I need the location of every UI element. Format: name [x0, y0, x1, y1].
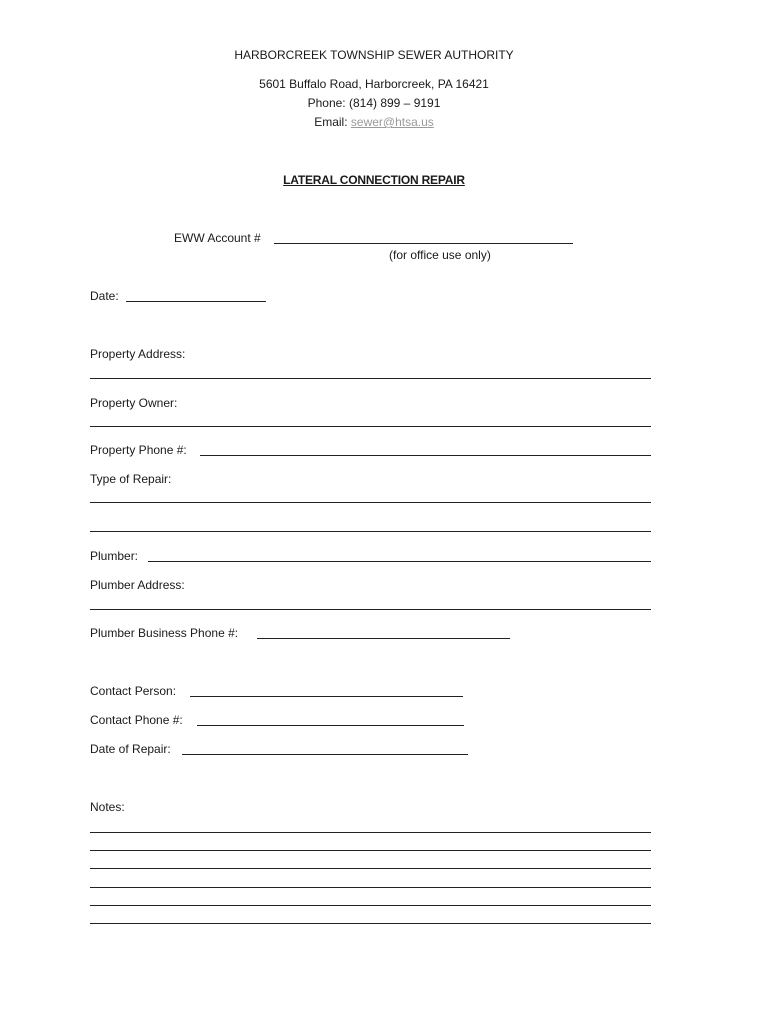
contact-phone-line[interactable]: [197, 725, 464, 726]
plumber-line[interactable]: [148, 561, 651, 562]
type-of-repair-line-2[interactable]: [90, 531, 651, 532]
office-use-note: (for office use only): [389, 248, 491, 262]
email-link[interactable]: sewer@htsa.us: [350, 115, 434, 129]
org-address: 5601 Buffalo Road, Harborcreek, PA 16421: [259, 77, 489, 91]
notes-line[interactable]: [90, 832, 651, 833]
property-address-label: Property Address:: [90, 347, 186, 361]
date-of-repair-line[interactable]: [182, 754, 468, 755]
notes-line[interactable]: [90, 850, 651, 851]
org-phone: Phone: (814) 899 – 9191: [307, 96, 441, 110]
contact-phone-label: Contact Phone #:: [90, 713, 183, 727]
plumber-address-line[interactable]: [90, 609, 651, 610]
type-of-repair-label: Type of Repair:: [90, 472, 172, 486]
account-label: EWW Account #: [174, 231, 261, 245]
notes-line[interactable]: [90, 905, 651, 906]
contact-person-line[interactable]: [190, 696, 463, 697]
property-owner-line[interactable]: [90, 426, 651, 427]
notes-line[interactable]: [90, 868, 651, 869]
property-owner-label: Property Owner:: [90, 396, 178, 410]
plumber-address-label: Plumber Address:: [90, 578, 185, 592]
plumber-label: Plumber:: [90, 549, 139, 563]
contact-person-label: Contact Person:: [90, 684, 177, 698]
date-of-repair-label: Date of Repair:: [90, 742, 171, 756]
email-label: Email:: [314, 115, 351, 129]
account-field-line[interactable]: [274, 243, 573, 244]
form-title: LATERAL CONNECTION REPAIR: [283, 173, 465, 187]
notes-label: Notes:: [90, 800, 125, 814]
property-address-line[interactable]: [90, 378, 651, 379]
plumber-phone-line[interactable]: [257, 638, 510, 639]
date-label: Date:: [90, 289, 119, 303]
notes-line[interactable]: [90, 923, 651, 924]
property-phone-line[interactable]: [200, 455, 651, 456]
notes-line[interactable]: [90, 887, 651, 888]
org-name: HARBORCREEK TOWNSHIP SEWER AUTHORITY: [234, 48, 514, 62]
org-email: [0, 114, 748, 130]
property-phone-label: Property Phone #:: [90, 443, 187, 457]
type-of-repair-line-1[interactable]: [90, 502, 651, 503]
plumber-phone-label: Plumber Business Phone #:: [90, 626, 239, 640]
date-field-line[interactable]: [126, 301, 266, 302]
